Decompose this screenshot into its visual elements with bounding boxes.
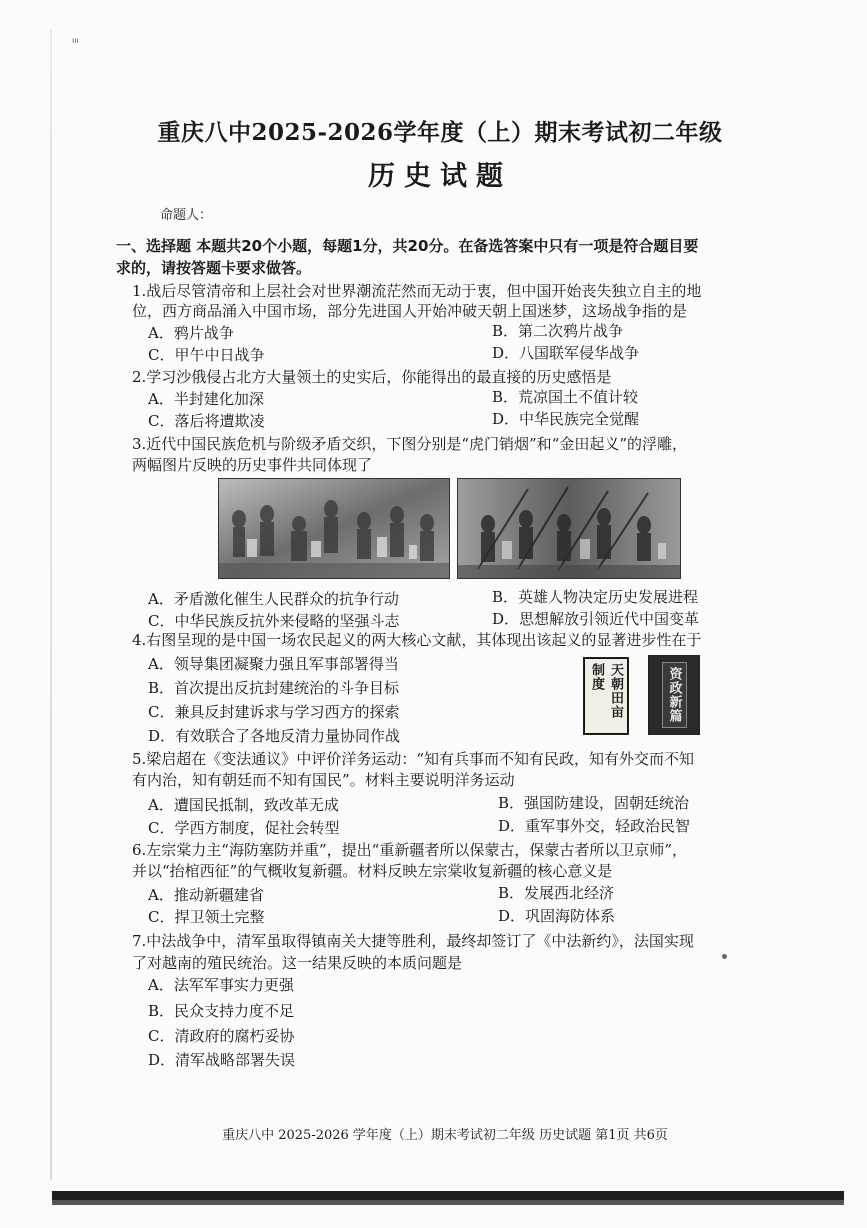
question-6-line1: 6.左宗棠力主“海防塞防并重”，提出“重新疆者所以保蒙古，保蒙古者所以卫京师”， xyxy=(132,841,687,859)
section-instruction-line1: 一、选择题 本题共20个小题，每题1分，共20分。在备选答案中只有一项是符合题目要 xyxy=(116,237,699,255)
scan-edge xyxy=(50,30,52,1180)
question-2-option-c[interactable]: C．落后将遭欺凌 xyxy=(148,412,265,430)
scan-bottom-edge xyxy=(52,1191,844,1200)
question-7-option-d[interactable]: D．清军战略部署失误 xyxy=(148,1051,296,1069)
zizheng-xinpian-title: 资政新篇 xyxy=(662,662,687,728)
question-1-option-a[interactable]: A．鸦片战争 xyxy=(148,324,234,342)
question-2-option-a[interactable]: A．半封建化加深 xyxy=(148,390,264,408)
question-4-option-d[interactable]: D．有效联合了各地反清力量协同作战 xyxy=(148,727,401,745)
question-2-option-b[interactable]: B．荒凉国土不值计较 xyxy=(492,388,639,406)
question-6-option-b[interactable]: B．发展西北经济 xyxy=(498,884,615,902)
question-4-option-b[interactable]: B．首次提出反抗封建统治的斗争目标 xyxy=(148,679,400,697)
question-1-line2: 位，西方商品涌入中国市场，部分先进国人开始冲破天朝上国迷梦，这场战争指的是 xyxy=(132,302,688,320)
page-footer: 重庆八中 2025-2026 学年度（上）期末考试初二年级 历史试题 第1页 共6页 xyxy=(222,1128,668,1143)
question-3-option-c[interactable]: C．中华民族反抗外来侵略的坚强斗志 xyxy=(148,612,400,630)
question-4-line1: 4.右图呈现的是中国一场农民起义的两大核心文献，其体现出该起义的显著进步性在于 xyxy=(132,631,702,649)
question-1-option-b[interactable]: B．第二次鸦片战争 xyxy=(492,322,624,340)
question-5-line1: 5.梁启超在《变法通议》中评价洋务运动：“知有兵事而不知有民政，知有外交而不知 xyxy=(132,750,694,768)
question-3-option-d[interactable]: D．思想解放引领近代中国变革 xyxy=(492,610,700,628)
tianchao-tianmu-title: 天朝田亩制度 xyxy=(584,658,628,734)
question-5-line2: 有内治，知有朝廷而不知有国民”。材料主要说明洋务运动 xyxy=(132,771,515,789)
section-instruction-line2: 求的，请按答题卡要求做答。 xyxy=(116,259,312,277)
question-3-option-b[interactable]: B．英雄人物决定历史发展进程 xyxy=(492,588,699,606)
zizheng-xinpian-document-image xyxy=(648,655,700,735)
exam-subtitle: 历史试题 xyxy=(368,161,512,192)
question-2-option-d[interactable]: D．中华民族完全觉醒 xyxy=(492,410,640,428)
question-7-option-b[interactable]: B．民众支持力度不足 xyxy=(148,1002,295,1020)
scan-bottom-edge-shadow xyxy=(52,1200,844,1205)
question-2-line1: 2.学习沙俄侵占北方大量领土的史实后，你能得出的最直接的历史感悟是 xyxy=(132,368,612,386)
question-1-option-c[interactable]: C．甲午中日战争 xyxy=(148,346,265,364)
question-3-line2: 两幅图片反映的历史事件共同体现了 xyxy=(132,456,373,474)
scan-speck xyxy=(722,954,727,959)
question-1-line1: 1.战后尽管清帝和上层社会对世界潮流茫然而无动于衷，但中国开始丧失独立自主的地 xyxy=(132,282,702,300)
humen-relief-image xyxy=(218,478,450,579)
question-3-option-a[interactable]: A．矛盾激化催生人民群众的抗争行动 xyxy=(148,590,399,608)
question-4-option-a[interactable]: A．领导集团凝聚力强且军事部署得当 xyxy=(148,655,399,673)
question-7-line2: 了对越南的殖民统治。这一结果反映的本质问题是 xyxy=(132,954,463,972)
author-label: 命题人： xyxy=(160,208,213,223)
question-6-option-c[interactable]: C．捍卫领土完整 xyxy=(148,908,265,926)
question-6-option-d[interactable]: D．巩固海防体系 xyxy=(498,907,616,925)
question-6-option-a[interactable]: A．推动新疆建省 xyxy=(148,886,264,904)
question-5-option-c[interactable]: C．学西方制度，促社会转型 xyxy=(148,819,340,837)
question-5-option-b[interactable]: B．强国防建设，固朝廷统治 xyxy=(498,794,690,812)
question-5-option-d[interactable]: D．重军事外交，轻政治民智 xyxy=(498,817,691,835)
question-1-option-d[interactable]: D．八国联军侵华战争 xyxy=(492,344,640,362)
question-5-option-a[interactable]: A．遭国民抵制，致改革无成 xyxy=(148,796,339,814)
question-7-option-c[interactable]: C．清政府的腐朽妥协 xyxy=(148,1027,295,1045)
question-6-line2: 并以“抬棺西征”的气概收复新疆。材料反映左宗棠收复新疆的核心意义是 xyxy=(132,862,613,880)
question-7-option-a[interactable]: A．法军军事实力更强 xyxy=(148,976,294,994)
jintian-relief-image xyxy=(457,478,681,579)
corner-mark: ııı xyxy=(72,36,79,45)
question-7-line1: 7.中法战争中，清军虽取得镇南关大捷等胜利，最终却签订了《中法新约》，法国实现 xyxy=(132,932,694,950)
tianchao-tianmu-document-image xyxy=(583,657,629,735)
question-4-option-c[interactable]: C．兼具反封建诉求与学习西方的探索 xyxy=(148,703,400,721)
question-3-line1: 3.近代中国民族危机与阶级矛盾交织，下图分别是“虎门销烟”和“金田起义”的浮雕， xyxy=(132,435,687,453)
exam-title: 重庆八中2025-2026学年度（上）期末考试初二年级 xyxy=(157,119,723,146)
